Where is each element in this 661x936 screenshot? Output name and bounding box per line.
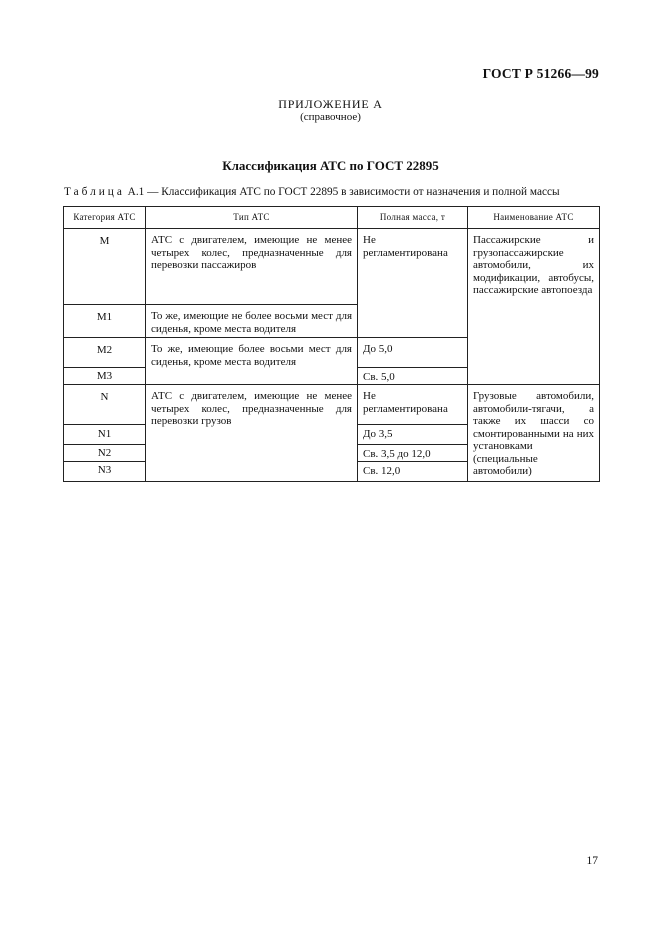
mass-n3: Св. 12,0 xyxy=(358,462,468,482)
page-number: 17 xyxy=(586,855,598,867)
appendix-title: ПРИЛОЖЕНИЕ А xyxy=(278,97,383,111)
mass-m-m1: Не регламентирована xyxy=(358,229,468,338)
table-caption-label: Таблица xyxy=(64,186,125,198)
category-n: N xyxy=(64,385,146,425)
type-m: АТС с двигателем, имеющие не менее четырех колес, предназначенные для перевозки пассажиров xyxy=(146,229,358,305)
table-caption-number: А.1 xyxy=(127,186,145,198)
header-mass: Полная масса, т xyxy=(358,207,468,229)
header-name: Наименование АТС xyxy=(468,207,600,229)
category-m1: M1 xyxy=(64,305,146,338)
table-row-n xyxy=(64,385,600,425)
classification-table xyxy=(63,206,600,482)
mass-n2: Св. 3,5 до 12,0 xyxy=(358,445,468,462)
category-m3: M3 xyxy=(64,368,146,385)
section-title: Классификация АТС по ГОСТ 22895 xyxy=(222,158,439,173)
document-code: ГОСТ Р 51266—99 xyxy=(482,66,599,81)
type-m2-m3: То же, имеющие более восьми мест для сиденья, кроме места водителя xyxy=(146,338,358,385)
appendix-subtitle: (справочное) xyxy=(300,111,361,123)
table-header-row xyxy=(64,207,600,229)
name-m-group: Пассажирские и грузопассажирские автомобили, их модификации, автобусы, пассажирские автопоезда xyxy=(468,229,600,385)
mass-n1: До 3,5 xyxy=(358,425,468,445)
category-n1: N1 xyxy=(64,425,146,445)
mass-n: Не регламентирована xyxy=(358,385,468,425)
category-n2: N2 xyxy=(64,445,146,462)
table-row-m xyxy=(64,229,600,305)
category-m: M xyxy=(64,229,146,305)
table-caption xyxy=(64,186,560,198)
table-caption-text: — Классификация АТС по ГОСТ 22895 в зависимости от назначения и полной массы xyxy=(147,186,560,198)
mass-m2: До 5,0 xyxy=(358,338,468,368)
header-type: Тип АТС xyxy=(146,207,358,229)
type-m1: То же, имеющие не более восьми мест для сиденья, кроме места водителя xyxy=(146,305,358,338)
category-m2: M2 xyxy=(64,338,146,368)
name-n-group: Грузовые автомобили, автомобили-тягачи, а также их шасси со смонтированными на них установками (специальные автомобили) xyxy=(468,385,600,482)
header-category: Категория АТС xyxy=(64,207,146,229)
mass-m3: Св. 5,0 xyxy=(358,368,468,385)
type-n-group: АТС с двигателем, имеющие не менее четырех колес, предназначенные для перевозки грузов xyxy=(146,385,358,482)
category-n3: N3 xyxy=(64,462,146,482)
